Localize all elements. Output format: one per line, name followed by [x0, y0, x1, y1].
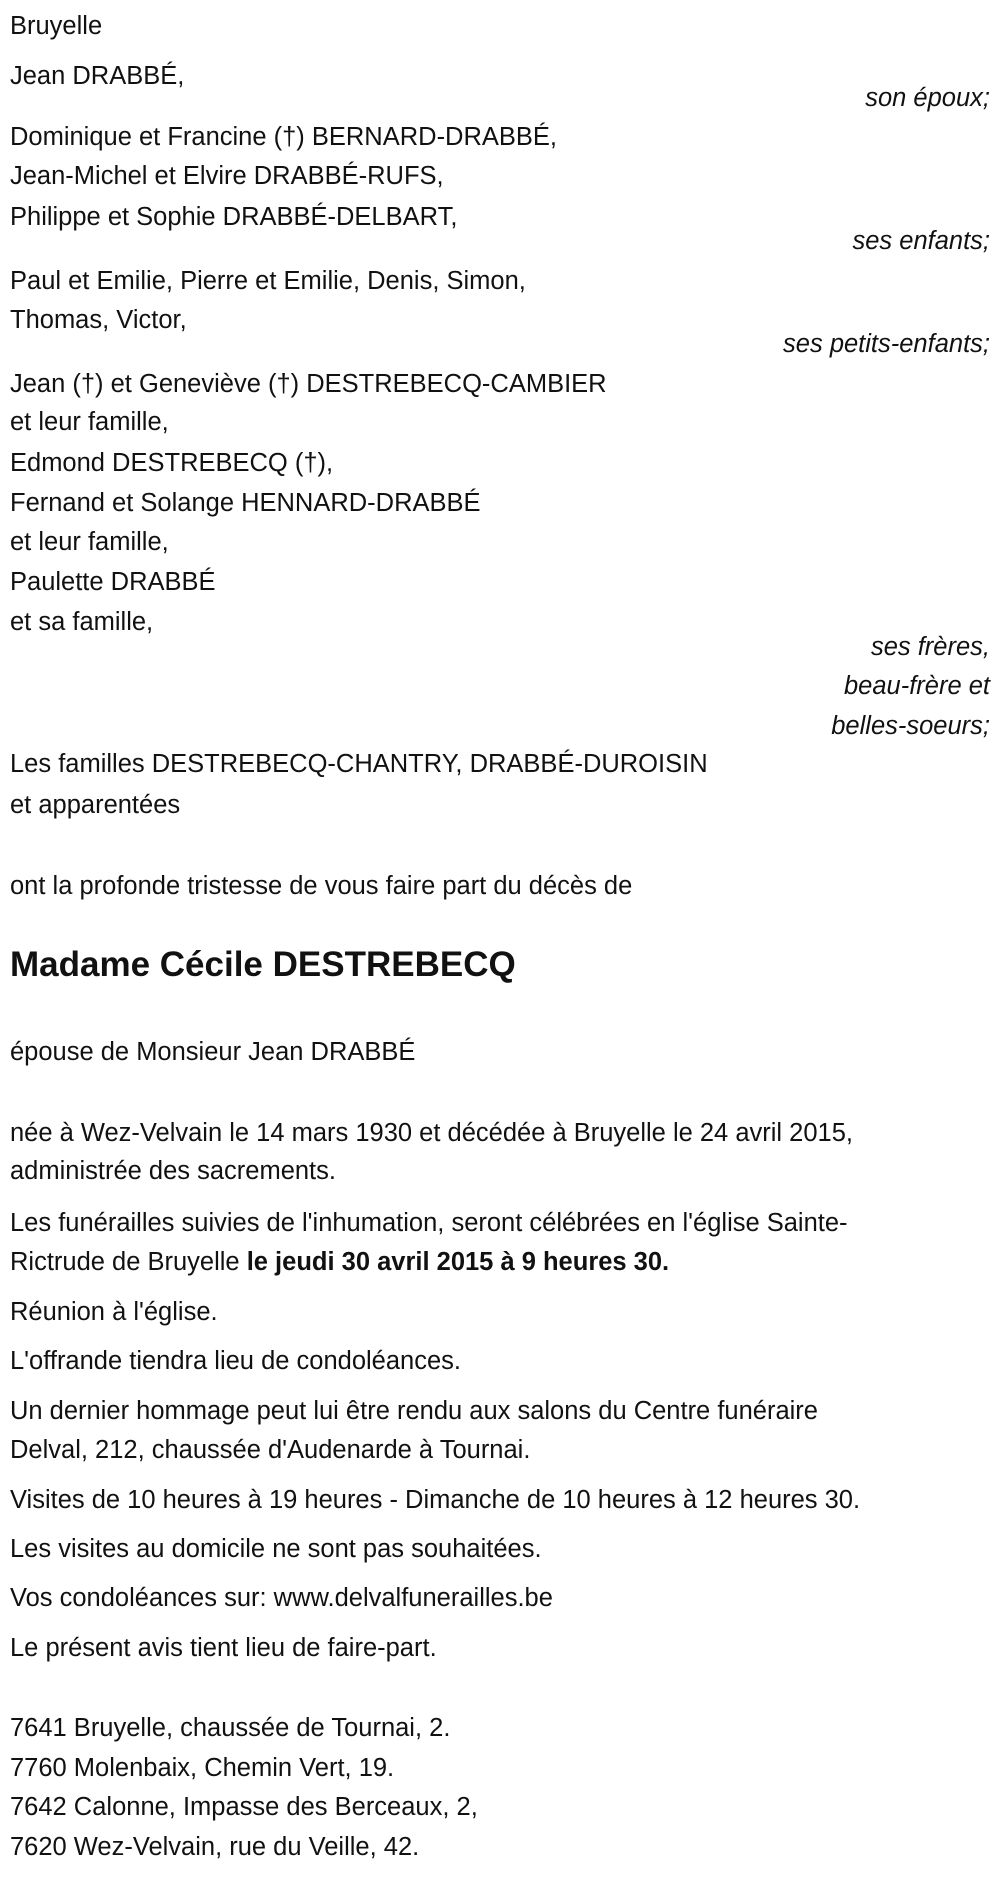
address: 7620 Wez-Velvain, rue du Veille, 42.	[10, 1833, 420, 1861]
spouse-of: épouse de Monsieur Jean DRABBÉ	[10, 1038, 416, 1066]
child-line: Dominique et Francine (†) BERNARD-DRABBÉ,	[10, 123, 558, 151]
condolences-label: Vos condoléances sur:	[10, 1584, 274, 1612]
grandchildren-role: ses petits-enfants;	[783, 330, 990, 358]
sibling-line: Paulette DRABBÉ	[10, 568, 216, 596]
sibling-line: Fernand et Solange HENNARD-DRABBÉ	[10, 489, 481, 517]
siblings-role: ses frères,	[870, 633, 990, 661]
offering: L'offrande tiendra lieu de condoléances.	[10, 1347, 461, 1375]
grandchild-line: Thomas, Victor,	[10, 306, 187, 334]
deceased-name: Madame Cécile DESTREBECQ	[10, 945, 516, 984]
address: 7641 Bruyelle, chaussée de Tournai, 2.	[10, 1714, 451, 1742]
sibling-line: Jean (†) et Geneviève (†) DESTREBECQ-CAMBIER	[10, 370, 607, 398]
notice: Le présent avis tient lieu de faire-part.	[10, 1634, 437, 1662]
funeral-line	[10, 1247, 669, 1277]
families-line: Les familles DESTREBECQ-CHANTRY, DRABBÉ-DUROISIN	[10, 750, 708, 778]
tribute-line: Un dernier hommage peut lui être rendu aux salons du Centre funéraire	[10, 1397, 818, 1425]
grandchild-line: Paul et Emilie, Pierre et Emilie, Denis, Simon,	[10, 267, 526, 295]
birth-death: née à Wez-Velvain le 14 mars 1930 et décédée à Bruyelle le 24 avril 2015,	[10, 1119, 853, 1147]
home-visits: Les visites au domicile ne sont pas souhaitées.	[10, 1535, 542, 1563]
sibling-line: et sa famille,	[10, 608, 154, 636]
families-line: et apparentées	[10, 791, 181, 819]
sibling-line: et leur famille,	[10, 528, 169, 556]
funeral-date: le jeudi 30 avril 2015 à 9 heures 30.	[246, 1248, 670, 1276]
birth-death: administrée des sacrements.	[10, 1157, 336, 1185]
condolences-link[interactable]: www.delvalfunerailles.be	[273, 1584, 553, 1612]
sibling-line: et leur famille,	[10, 408, 169, 436]
siblings-role: beau-frère et	[843, 672, 990, 700]
sibling-line: Edmond DESTREBECQ (†),	[10, 449, 334, 477]
funeral-place: Rictrude de Bruyelle	[10, 1248, 247, 1276]
child-line: Jean-Michel et Elvire DRABBÉ-RUFS,	[10, 162, 444, 190]
spouse-role: son époux;	[865, 84, 990, 112]
tribute-line: Delval, 212, chaussée d'Audenarde à Tournai.	[10, 1436, 531, 1464]
children-role: ses enfants;	[852, 227, 990, 255]
address: 7760 Molenbaix, Chemin Vert, 19.	[10, 1754, 395, 1782]
funeral-line: Les funérailles suivies de l'inhumation, seront célébrées en l'église Sainte-	[10, 1209, 848, 1237]
spouse-name: Jean DRABBÉ,	[10, 62, 185, 90]
address: 7642 Calonne, Impasse des Berceaux, 2,	[10, 1793, 478, 1821]
condolences	[10, 1583, 553, 1613]
visits: Visites de 10 heures à 19 heures - Dimanche de 10 heures à 12 heures 30.	[10, 1486, 861, 1514]
place: Bruyelle	[10, 12, 103, 40]
meeting: Réunion à l'église.	[10, 1298, 218, 1326]
siblings-role: belles-soeurs;	[831, 712, 990, 740]
child-line: Philippe et Sophie DRABBÉ-DELBART,	[10, 203, 458, 231]
announcement: ont la profonde tristesse de vous faire part du décès de	[10, 872, 633, 900]
